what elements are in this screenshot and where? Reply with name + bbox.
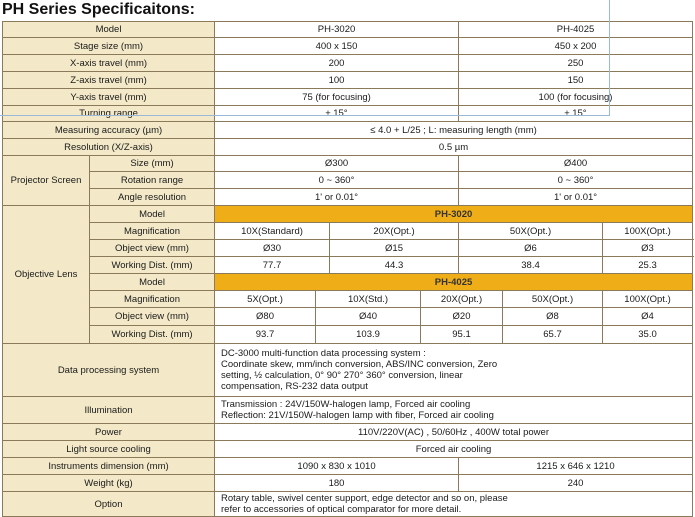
illumination-value (215, 397, 693, 424)
table-cell: 77.7 (215, 257, 330, 274)
row-label: Object view (mm) (90, 240, 215, 257)
resolution-value: 0.5 µm (215, 139, 693, 156)
row-label: Stage size (mm) (3, 38, 215, 55)
row-label: Turning range (3, 106, 215, 122)
text-line: Transmission : 24V/150W-halogen lamp, Forced air cooling (221, 399, 471, 410)
turning-range-row (3, 106, 693, 122)
table-cell: 20X(Opt.) (330, 223, 459, 240)
table-cell: 95.1 (421, 326, 503, 344)
value-ph3020: 1' or 0.01° (215, 189, 459, 206)
table-cell: 5X(Opt.) (215, 291, 316, 308)
row-label: Working Dist. (mm) (90, 257, 215, 274)
table-cell: 35.0 (603, 326, 693, 344)
value-ph4025: 100 (for focusing) (459, 89, 693, 106)
value-ph4025: 0 ~ 360° (459, 172, 693, 189)
y-axis-row (3, 89, 693, 106)
lens-model-header: PH-4025 (215, 274, 693, 291)
data-processing-row (3, 344, 693, 397)
value-ph4025: 450 x 200 (459, 38, 693, 55)
accuracy-row (3, 122, 693, 139)
table-cell: Ø30 (215, 240, 330, 257)
projector-size-row (3, 156, 693, 172)
table-cell: 20X(Opt.) (421, 291, 503, 308)
table-cell: Ø6 (459, 240, 603, 257)
text-line: DC-3000 multi-function data processing system : (221, 348, 426, 359)
cooling-row (3, 441, 693, 458)
value-ph4025: ± 15° (459, 106, 693, 122)
table-cell: 103.9 (316, 326, 421, 344)
value-ph3020: 100 (215, 72, 459, 89)
projector-angle-row (3, 189, 693, 206)
table-cell: 65.7 (503, 326, 603, 344)
row-label: Power (3, 424, 215, 441)
value-ph3020: 1090 x 830 x 1010 (215, 458, 459, 475)
table-cell: 10X(Std.) (316, 291, 421, 308)
lens-ph3020-wd-row (3, 257, 693, 274)
row-label: Resolution (X/Z-axis) (3, 139, 215, 156)
table-cell: 44.3 (330, 257, 459, 274)
x-axis-row (3, 55, 693, 72)
table-cell: Ø8 (503, 308, 603, 326)
value-ph3020: 0 ~ 360° (215, 172, 459, 189)
illumination-row (3, 397, 693, 424)
data-processing-value (215, 344, 693, 397)
row-label: Magnification (90, 291, 215, 308)
table-cell: 100X(Opt.) (603, 291, 693, 308)
value-ph3020: ± 15° (215, 106, 459, 122)
row-label: Object view (mm) (90, 308, 215, 326)
projector-rotation-row (3, 172, 693, 189)
value-ph3020: 200 (215, 55, 459, 72)
lens-ph3020-view-row (3, 240, 693, 257)
table-cell: Ø40 (316, 308, 421, 326)
model-label: Model (3, 22, 215, 38)
table-cell: 100X(Opt.) (603, 223, 693, 240)
value-ph3020: 75 (for focusing) (215, 89, 459, 106)
value-ph3020: 400 x 150 (215, 38, 459, 55)
row-label: Light source cooling (3, 441, 215, 458)
value-ph4025: 150 (459, 72, 693, 89)
power-row (3, 424, 693, 441)
value-ph4025: 250 (459, 55, 693, 72)
row-label: Y-axis travel (mm) (3, 89, 215, 106)
row-label: Size (mm) (90, 156, 215, 172)
row-label: Weight (kg) (3, 475, 215, 492)
text-line: Coordinate skew, mm/inch conversion, ABS/INC conversion, Zero (221, 359, 498, 370)
model-ph4025: PH-4025 (459, 22, 693, 38)
text-line: Rotary table, swivel center support, edge detector and so on, please (221, 493, 508, 504)
dimension-row (3, 458, 693, 475)
value-ph4025: 1215 x 646 x 1210 (459, 458, 693, 475)
value-ph3020: Ø300 (215, 156, 459, 172)
resolution-row (3, 139, 693, 156)
table-cell: Ø20 (421, 308, 503, 326)
lens-model-header: PH-3020 (215, 206, 693, 223)
row-label: Model (90, 206, 215, 223)
table-cell: 50X(Opt.) (503, 291, 603, 308)
row-label: Illumination (3, 397, 215, 424)
row-label: Working Dist. (mm) (90, 326, 215, 344)
table-cell: Ø4 (603, 308, 693, 326)
power-value: 110V/220V(AC) , 50/60Hz , 400W total power (215, 424, 693, 441)
lens-ph4025-view-row (3, 308, 693, 326)
model-row (3, 22, 693, 38)
row-label: Rotation range (90, 172, 215, 189)
row-label: X-axis travel (mm) (3, 55, 215, 72)
row-label: Instruments dimension (mm) (3, 458, 215, 475)
text-line: refer to accessories of optical comparator for more detail. (221, 504, 462, 515)
row-label: Magnification (90, 223, 215, 240)
weight-row (3, 475, 693, 492)
table-cell: 38.4 (459, 257, 603, 274)
table-cell: Ø3 (603, 240, 693, 257)
projector-screen-label: Projector Screen (3, 156, 90, 206)
lens-ph4025-model-row (3, 274, 693, 291)
lens-ph3020-model-row (3, 206, 693, 223)
text-line: Reflection: 21V/150W-halogen lamp with fiber, Forced air cooling (221, 410, 494, 421)
text-line: setting, ½ calculation, 0° 90° 270° 360° conversion, linear (221, 370, 463, 381)
z-axis-row (3, 72, 693, 89)
row-label: Option (3, 492, 215, 517)
value-ph4025: 240 (459, 475, 693, 492)
value-ph3020: 180 (215, 475, 459, 492)
row-label: Data processing system (3, 344, 215, 397)
stage-size-row (3, 38, 693, 55)
cooling-value: Forced air cooling (215, 441, 693, 458)
table-cell: 10X(Standard) (215, 223, 330, 240)
option-value (215, 492, 693, 517)
lens-ph3020-mag-row (3, 223, 693, 240)
table-cell: 93.7 (215, 326, 316, 344)
value-ph4025: Ø400 (459, 156, 693, 172)
row-label: Z-axis travel (mm) (3, 72, 215, 89)
table-cell: Ø15 (330, 240, 459, 257)
text-line: compensation, RS-232 data output (221, 381, 368, 392)
lens-ph4025-wd-row (3, 326, 693, 344)
row-label: Measuring accuracy (µm) (3, 122, 215, 139)
table-cell: 25.3 (603, 257, 693, 274)
accuracy-value: ≤ 4.0 + L/25 ; L: measuring length (mm) (215, 122, 693, 139)
lens-ph4025-mag-row (3, 291, 693, 308)
model-ph3020: PH-3020 (215, 22, 459, 38)
row-label: Angle resolution (90, 189, 215, 206)
table-cell: Ø80 (215, 308, 316, 326)
objective-lens-label: Objective Lens (3, 206, 90, 344)
table-cell: 50X(Opt.) (459, 223, 603, 240)
page-title: PH Series Specificaitons: (2, 1, 195, 18)
row-label: Model (90, 274, 215, 291)
value-ph4025: 1' or 0.01° (459, 189, 693, 206)
option-row (3, 492, 693, 517)
spec-table (2, 21, 693, 517)
